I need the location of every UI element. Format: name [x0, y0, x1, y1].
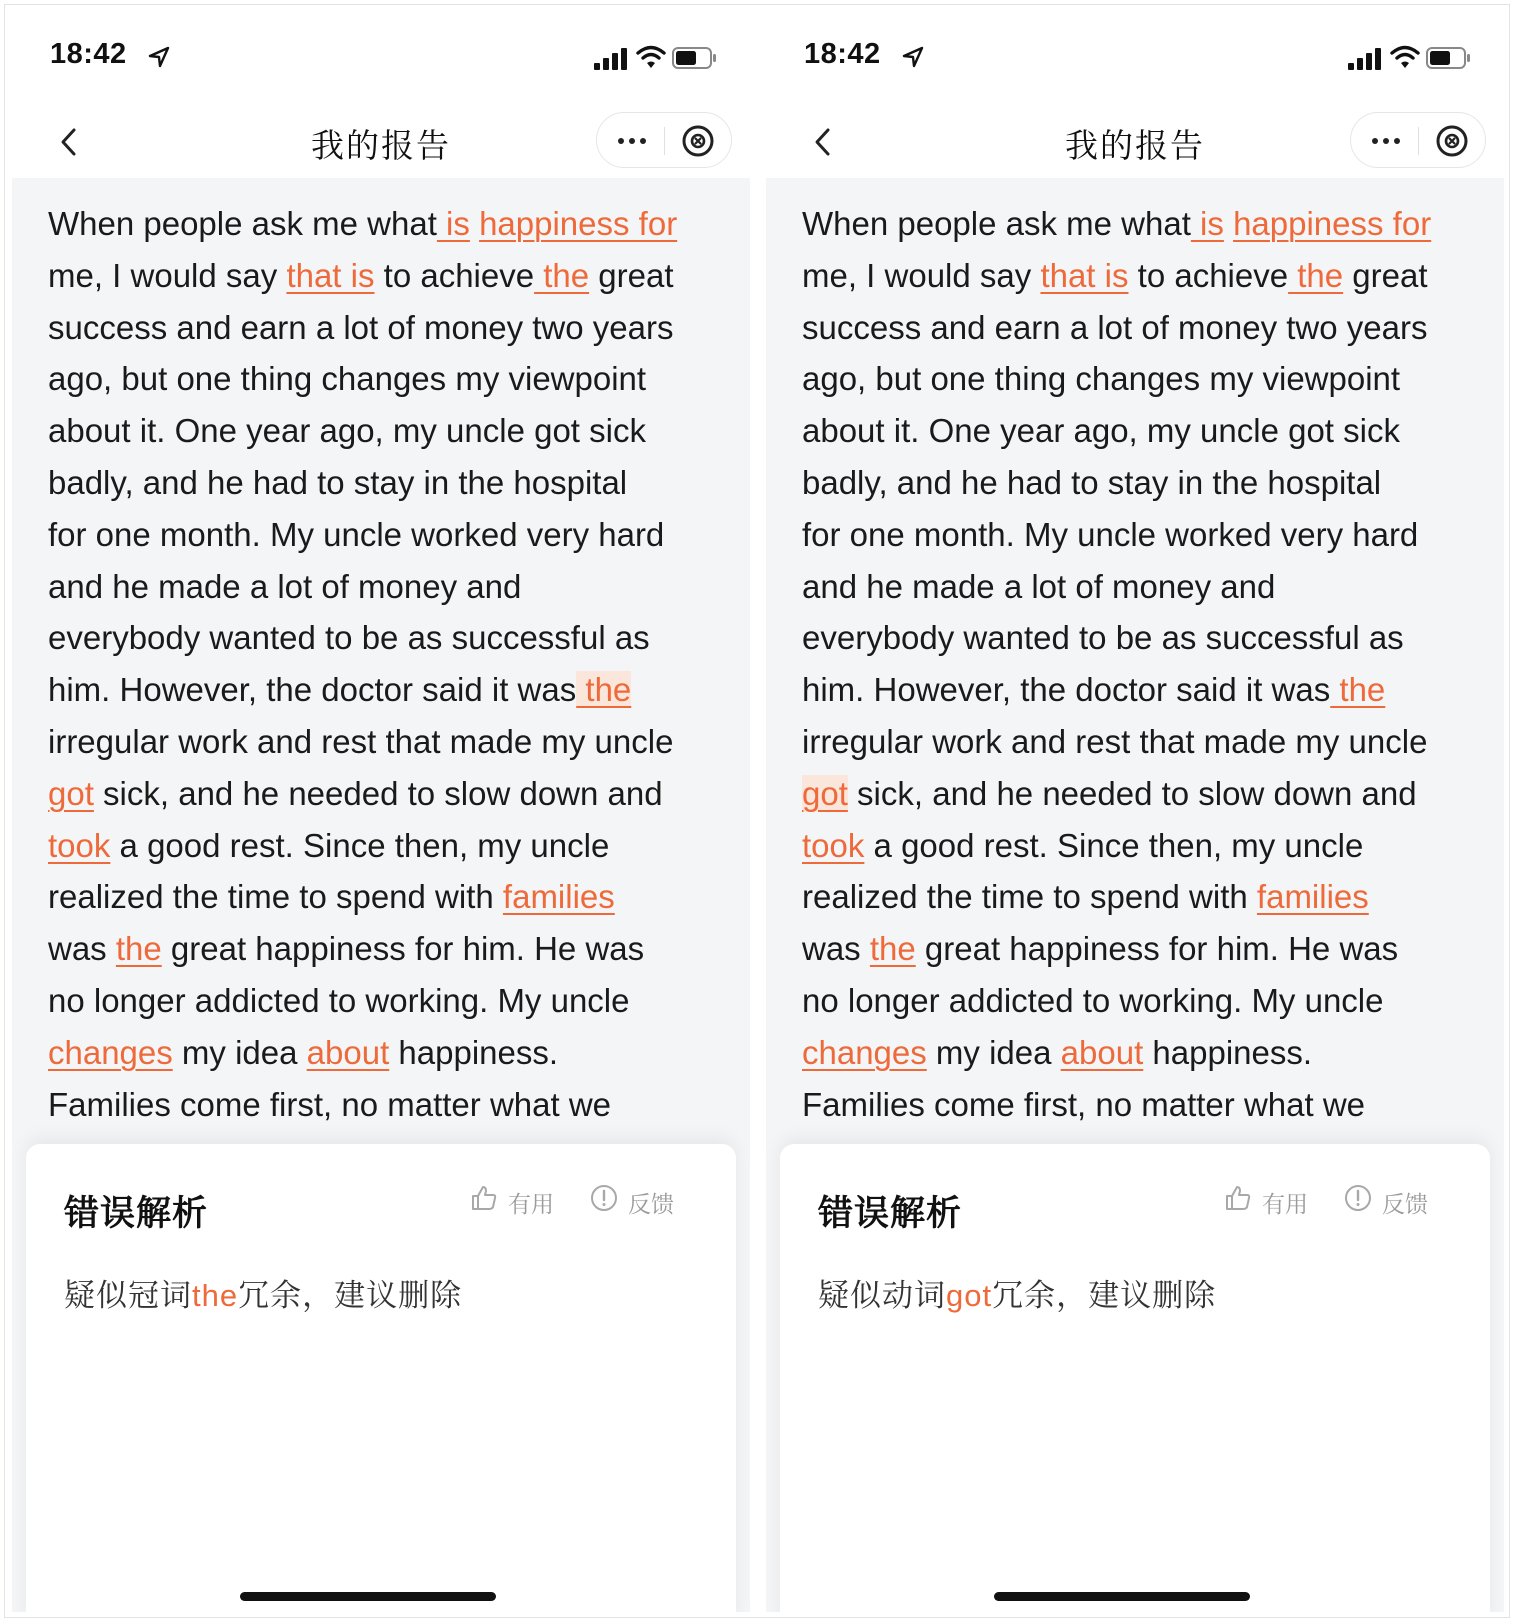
error-word[interactable]: changes [48, 1033, 173, 1071]
essay-segment: everybody wanted to be as successful as [48, 619, 650, 657]
error-word[interactable]: changes [802, 1033, 927, 1071]
exclamation-circle-icon[interactable] [1344, 1184, 1372, 1212]
essay-line [48, 457, 728, 509]
feedback-button[interactable]: 反馈 [1382, 1191, 1428, 1217]
essay-line [802, 820, 1482, 872]
essay-segment: to achieve [1128, 256, 1289, 294]
error-word[interactable]: the [1330, 671, 1386, 709]
essay-segment: my idea [926, 1033, 1061, 1071]
useful-button[interactable]: 有用 [1262, 1191, 1308, 1217]
essay-line [48, 1027, 728, 1079]
essay-text [48, 198, 728, 1130]
status-bar [766, 8, 1504, 106]
error-word[interactable]: families [1256, 878, 1369, 916]
selected-error-word[interactable]: the [576, 671, 632, 709]
essay-segment: a good rest. Since then, my uncle [110, 826, 610, 864]
essay-line [48, 353, 728, 405]
close-circle-icon[interactable] [681, 124, 715, 158]
essay-segment: realized the time to spend with [48, 878, 503, 916]
essay-line [802, 1079, 1482, 1131]
wifi-icon [636, 44, 666, 70]
essay-line [802, 664, 1482, 716]
sheet-title: 错误解析 [64, 1194, 209, 1233]
status-time: 18:42 [804, 38, 881, 70]
essay-line [802, 871, 1482, 923]
location-arrow-icon [148, 46, 170, 68]
essay-segment: for one month. My uncle worked very hard [802, 515, 1419, 553]
error-word[interactable]: the [869, 930, 916, 968]
essay-line [48, 768, 728, 820]
essay-segment: happiness. [389, 1033, 559, 1071]
essay-segment: badly, and he had to stay in the hospital [48, 463, 628, 501]
useful-button[interactable]: 有用 [508, 1191, 554, 1217]
error-word[interactable]: took [48, 826, 111, 864]
essay-segment: me, I would say [48, 256, 287, 294]
error-desc-suffix: 冗余，建议删除 [992, 1278, 1217, 1313]
essay-segment: and he made a lot of money and [48, 567, 522, 605]
capsule-divider [1418, 127, 1419, 155]
essay-line [48, 871, 728, 923]
error-word[interactable]: about [1060, 1033, 1144, 1071]
error-word[interactable]: took [802, 826, 865, 864]
signal-icon [594, 48, 628, 70]
essay-line [48, 716, 728, 768]
essay-segment: me, I would say [802, 256, 1041, 294]
essay-segment: was [802, 930, 870, 968]
essay-segment: success and earn a lot of money two years [802, 308, 1428, 346]
error-word[interactable]: that is [286, 256, 375, 294]
essay-segment [470, 205, 479, 242]
essay-segment: great happiness for him. He was [161, 930, 645, 968]
essay-segment: sick, and he needed to slow down and [847, 774, 1417, 812]
essay-line [802, 612, 1482, 664]
error-desc-prefix: 疑似动词 [818, 1278, 946, 1313]
error-word[interactable]: the [1288, 256, 1344, 294]
error-word[interactable]: happiness for [1233, 205, 1432, 242]
essay-line [802, 716, 1482, 768]
essay-line [802, 250, 1482, 302]
essay-segment [1224, 205, 1233, 242]
essay-line [48, 664, 728, 716]
essay-segment: ago, but one thing changes my viewpoint [802, 360, 1401, 398]
signal-icon [1348, 48, 1382, 70]
miniprogram-capsule [596, 112, 732, 168]
page-title: 我的报告 [311, 127, 451, 164]
essay-line [48, 975, 728, 1027]
essay-line [802, 1027, 1482, 1079]
essay-line [48, 561, 728, 613]
essay-segment: success and earn a lot of money two years [48, 308, 674, 346]
battery-icon [1426, 46, 1472, 70]
wifi-icon [1390, 44, 1420, 70]
essay-segment: irregular work and rest that made my uncle [802, 722, 1428, 760]
essay-segment: badly, and he had to stay in the hospital [802, 463, 1382, 501]
error-word[interactable]: families [502, 878, 615, 916]
page-title: 我的报告 [1065, 127, 1205, 164]
error-word[interactable]: that is [1040, 256, 1129, 294]
essay-segment: irregular work and rest that made my uncle [48, 722, 674, 760]
battery-icon [672, 46, 718, 70]
essay-segment: Families come first, no matter what we [48, 1085, 611, 1123]
essay-line [802, 353, 1482, 405]
error-description [64, 1270, 462, 1315]
essay-segment: and he made a lot of money and [802, 567, 1276, 605]
essay-line [802, 561, 1482, 613]
essay-segment: about it. One year ago, my uncle got sick [802, 412, 1400, 450]
error-desc-word: the [192, 1278, 239, 1313]
error-desc-word: got [946, 1278, 993, 1313]
essay-segment: for one month. My uncle worked very hard [48, 515, 665, 553]
error-word[interactable]: about [306, 1033, 390, 1071]
essay-segment: happiness. [1143, 1033, 1313, 1071]
essay-line [48, 302, 728, 354]
essay-line [802, 923, 1482, 975]
essay-segment: When people ask me what [48, 205, 437, 242]
error-analysis-sheet [780, 1144, 1490, 1612]
essay-line [802, 509, 1482, 561]
essay-line [48, 250, 728, 302]
status-time: 18:42 [50, 38, 127, 70]
phone-screen-left [12, 8, 750, 1612]
selected-error-word[interactable]: got [802, 774, 848, 812]
sheet-title: 错误解析 [818, 1194, 963, 1233]
essay-segment: sick, and he needed to slow down and [93, 774, 663, 812]
essay-line [48, 405, 728, 457]
error-desc-prefix: 疑似冠词 [64, 1278, 192, 1313]
status-bar [12, 8, 750, 106]
essay-segment: to achieve [374, 256, 535, 294]
exclamation-circle-icon[interactable] [590, 1184, 618, 1212]
essay-segment: no longer addicted to working. My uncle [48, 981, 630, 1019]
essay-line [48, 1079, 728, 1131]
navigation-bar [766, 106, 1504, 178]
essay-line [802, 768, 1482, 820]
location-arrow-icon [902, 46, 924, 68]
home-indicator [994, 1592, 1250, 1601]
essay-line [48, 509, 728, 561]
essay-segment: a good rest. Since then, my uncle [864, 826, 1364, 864]
error-word[interactable]: got [48, 774, 94, 812]
essay-segment: Families come first, no matter what we [802, 1085, 1365, 1123]
essay-segment: about it. One year ago, my uncle got sick [48, 412, 646, 450]
essay-segment: everybody wanted to be as successful as [802, 619, 1404, 657]
essay-segment: was [48, 930, 116, 968]
essay-segment: him. However, the doctor said it was [48, 671, 577, 709]
essay-line [802, 198, 1482, 250]
error-word[interactable]: the [534, 256, 590, 294]
error-desc-suffix: 冗余，建议删除 [238, 1278, 463, 1313]
error-analysis-sheet [26, 1144, 736, 1612]
essay-line [802, 457, 1482, 509]
essay-line [48, 923, 728, 975]
essay-segment: no longer addicted to working. My uncle [802, 981, 1384, 1019]
essay-segment: great [1343, 256, 1428, 294]
error-word[interactable]: is [436, 205, 470, 242]
navigation-bar [12, 106, 750, 178]
feedback-button[interactable]: 反馈 [628, 1191, 674, 1217]
error-description [818, 1270, 1216, 1315]
essay-segment: When people ask me what [802, 205, 1191, 242]
more-dots-icon[interactable] [1369, 129, 1403, 153]
miniprogram-capsule [1350, 112, 1486, 168]
essay-line [802, 302, 1482, 354]
capsule-divider [664, 127, 665, 155]
close-circle-icon[interactable] [1435, 124, 1469, 158]
thumbs-up-icon[interactable] [470, 1184, 498, 1212]
essay-line [48, 198, 728, 250]
essay-line [802, 975, 1482, 1027]
home-indicator [240, 1592, 496, 1601]
essay-segment: ago, but one thing changes my viewpoint [48, 360, 647, 398]
error-word[interactable]: is [1190, 205, 1224, 242]
essay-segment: my idea [172, 1033, 307, 1071]
essay-line [48, 612, 728, 664]
essay-segment: realized the time to spend with [802, 878, 1257, 916]
essay-text [802, 198, 1482, 1130]
essay-segment: great happiness for him. He was [915, 930, 1399, 968]
thumbs-up-icon[interactable] [1224, 1184, 1252, 1212]
essay-segment: great [589, 256, 674, 294]
phone-screen-right [766, 8, 1504, 1612]
error-word[interactable]: happiness for [479, 205, 678, 242]
essay-line [802, 405, 1482, 457]
error-word[interactable]: the [115, 930, 162, 968]
essay-line [48, 820, 728, 872]
more-dots-icon[interactable] [615, 129, 649, 153]
essay-segment: him. However, the doctor said it was [802, 671, 1331, 709]
